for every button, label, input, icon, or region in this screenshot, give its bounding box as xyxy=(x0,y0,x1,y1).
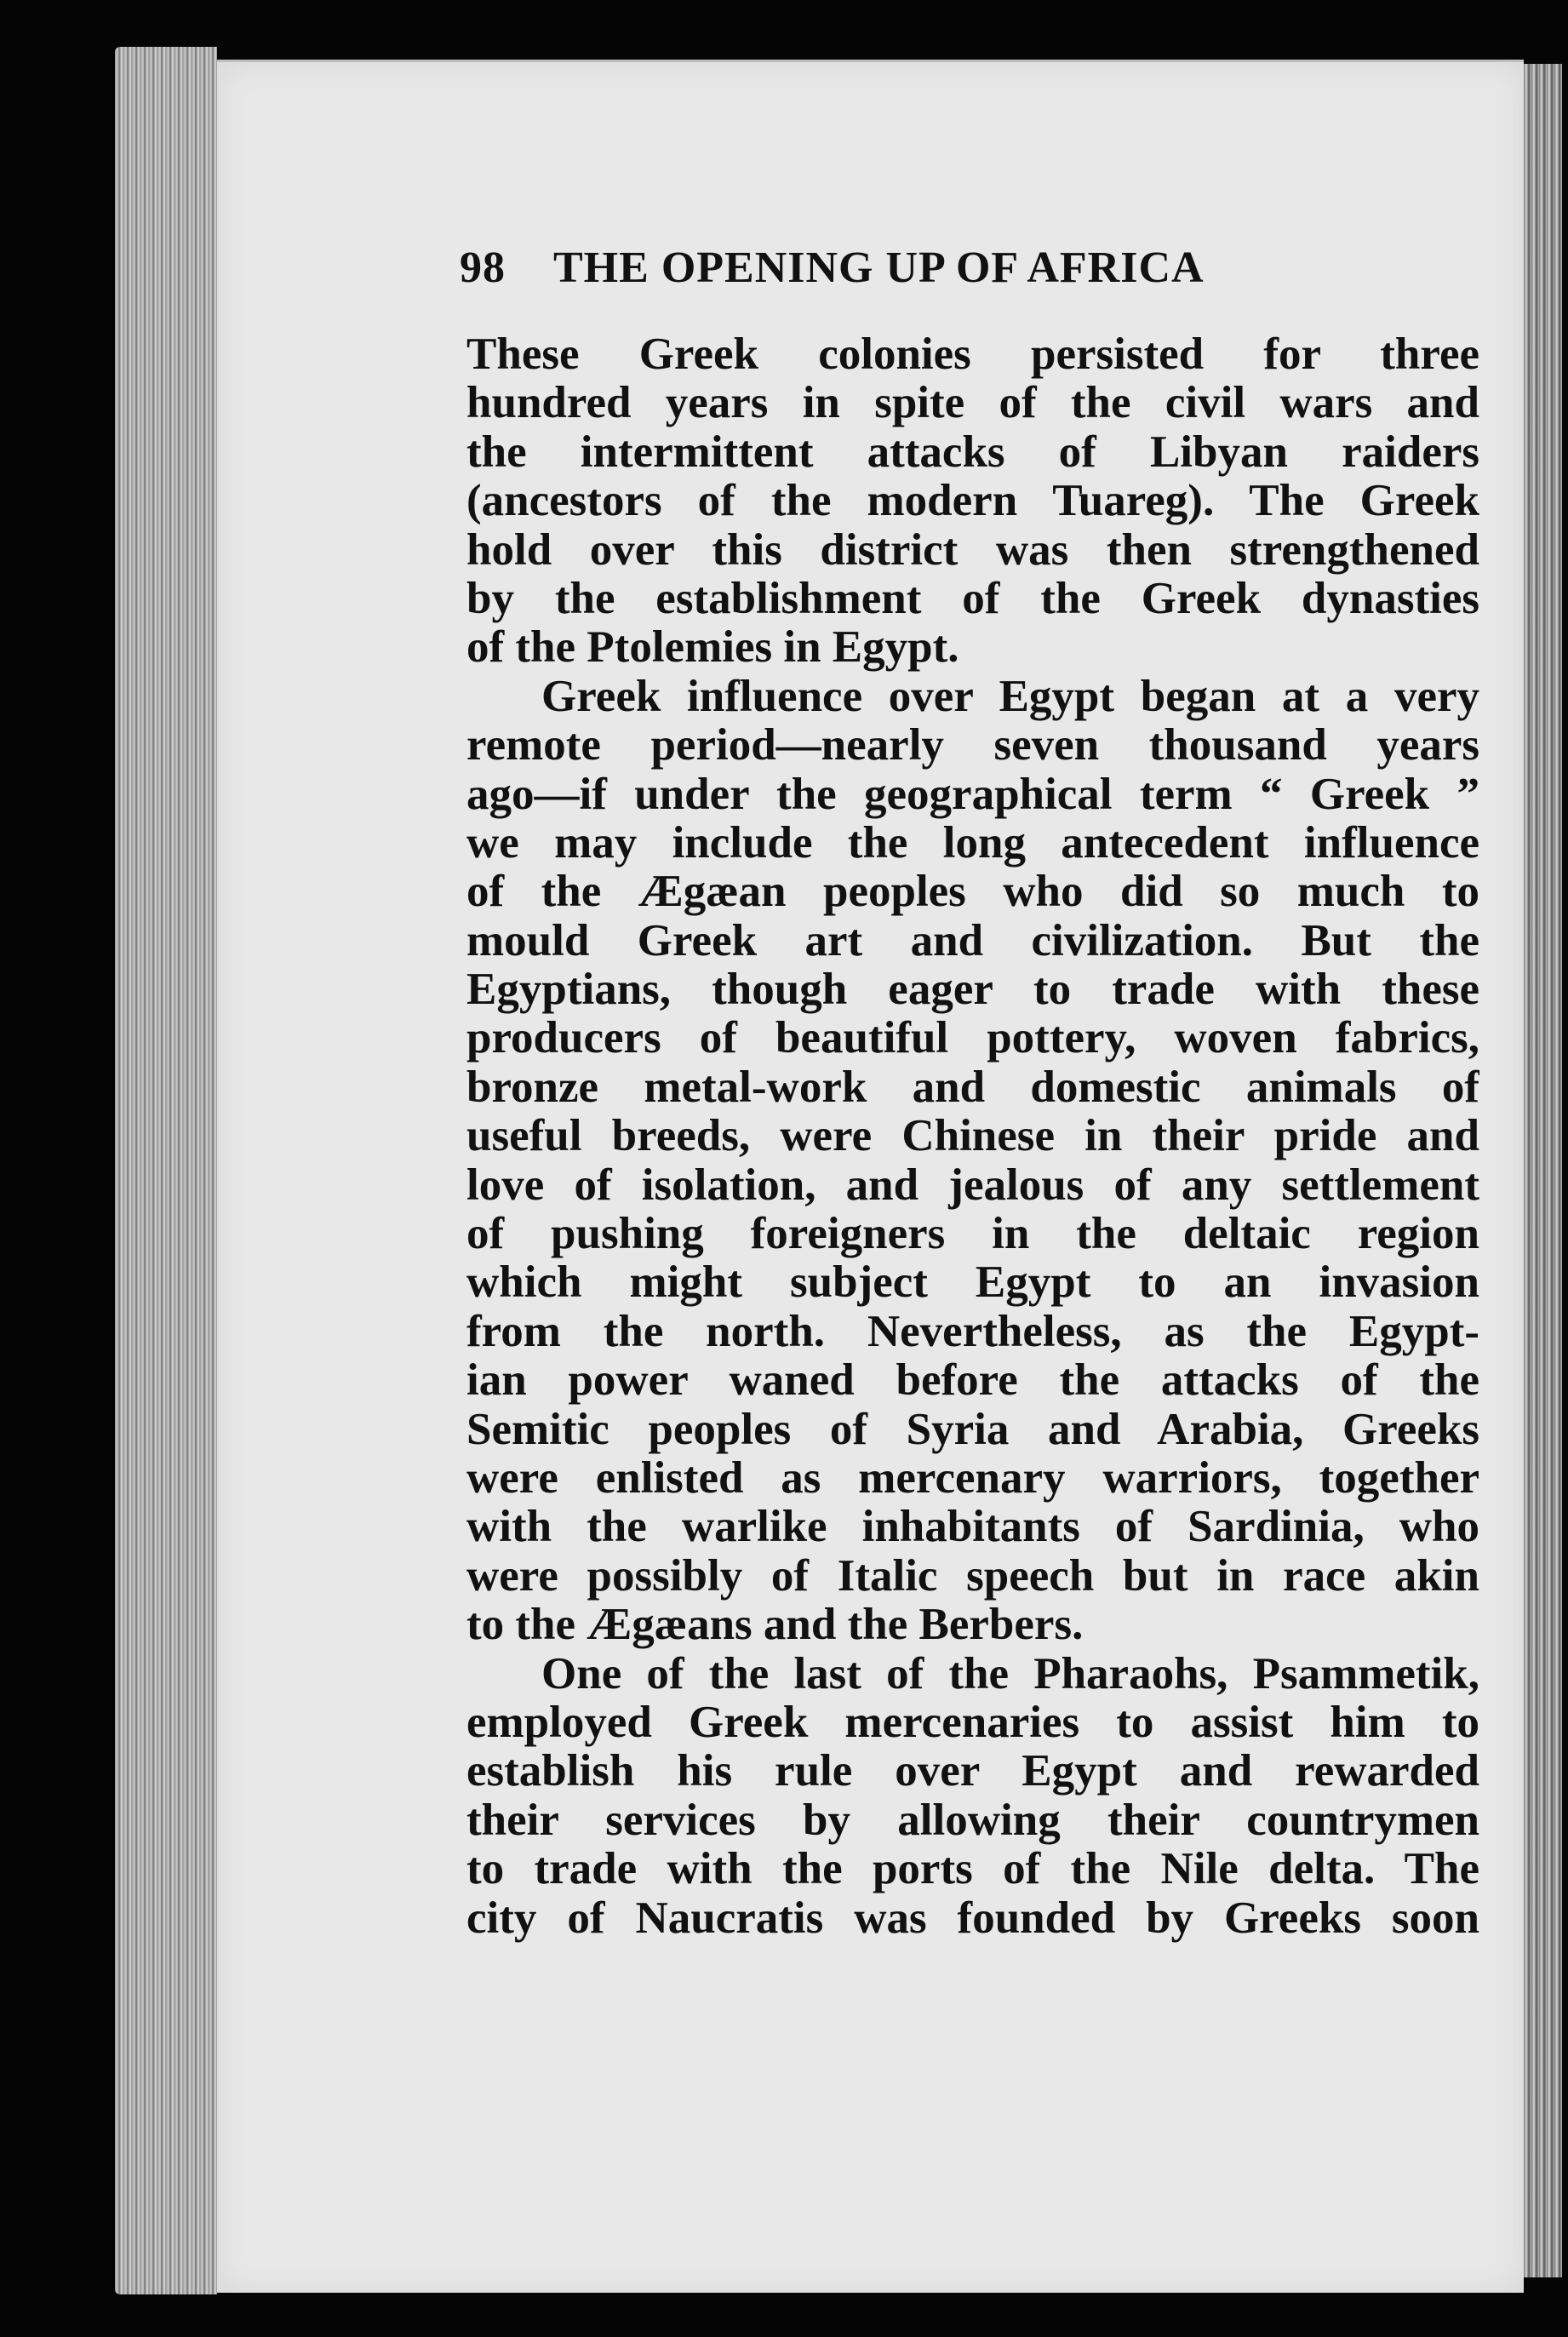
text-line: (ancestors of the modern Tuareg). The Greek xyxy=(466,477,1479,526)
text-line: hundred years in spite of the civil wars and xyxy=(466,379,1479,428)
text-line: of the Ægæan peoples who did so much to xyxy=(466,868,1479,917)
text-line: were possibly of Italic speech but in race akin xyxy=(466,1551,1479,1601)
text-line: One of the last of the Pharaohs, Psammetik, xyxy=(541,1649,1479,1698)
body-text xyxy=(466,330,1479,1943)
text-line: were enlisted as mercenary warriors, together xyxy=(466,1453,1479,1503)
text-line: hold over this district was then strengthened xyxy=(466,525,1479,575)
text-line: by the establishment of the Greek dynasties xyxy=(466,574,1479,623)
text-line: their services by allowing their countrymen xyxy=(466,1796,1479,1845)
text-line: which might subject Egypt to an invasion xyxy=(466,1258,1479,1308)
running-head xyxy=(460,243,1379,302)
text-line: useful breeds, were Chinese in their pride and xyxy=(466,1112,1479,1161)
text-line: from the north. Nevertheless, as the Egypt- xyxy=(466,1307,1479,1356)
text-line: remote period—nearly seven thousand years xyxy=(466,721,1479,770)
text-line: mould Greek art and civilization. But the xyxy=(466,916,1479,965)
text-line: of the Ptolemies in Egypt. xyxy=(466,623,959,673)
text-line: to the Ægæans and the Berbers. xyxy=(466,1601,1084,1650)
running-title: THE OPENING UP OF AFRICA xyxy=(553,243,1205,292)
text-line: to trade with the ports of the Nile delta. The xyxy=(466,1845,1479,1894)
text-line: with the warlike inhabitants of Sardinia, who xyxy=(466,1503,1479,1552)
text-line: of pushing foreigners in the deltaic region xyxy=(466,1210,1479,1259)
book-page-edges-right xyxy=(1524,64,1562,2277)
text-line: the intermittent attacks of Libyan raiders xyxy=(466,427,1479,477)
text-line: Semitic peoples of Syria and Arabia, Greeks xyxy=(466,1405,1479,1454)
text-line: establish his rule over Egypt and rewarded xyxy=(466,1747,1479,1796)
page-number: 98 xyxy=(460,243,506,292)
text-line: bronze metal-work and domestic animals of xyxy=(466,1063,1479,1112)
text-line: love of isolation, and jealous of any settlement xyxy=(466,1160,1479,1210)
text-line: we may include the long antecedent influence xyxy=(466,818,1479,868)
text-line: city of Naucratis was founded by Greeks soon xyxy=(466,1893,1479,1943)
text-line: Egyptians, though eager to trade with these xyxy=(466,965,1479,1015)
text-line: ian power waned before the attacks of the xyxy=(466,1356,1479,1406)
text-line: ago—if under the geographical term “ Greek ” xyxy=(466,770,1479,819)
text-line: employed Greek mercenaries to assist him to xyxy=(466,1698,1479,1747)
text-line: producers of beautiful pottery, woven fabrics, xyxy=(466,1014,1479,1063)
text-line: Greek influence over Egypt began at a very xyxy=(541,672,1479,721)
text-line: These Greek colonies persisted for three xyxy=(466,330,1479,379)
book-page-edges xyxy=(115,47,217,2294)
